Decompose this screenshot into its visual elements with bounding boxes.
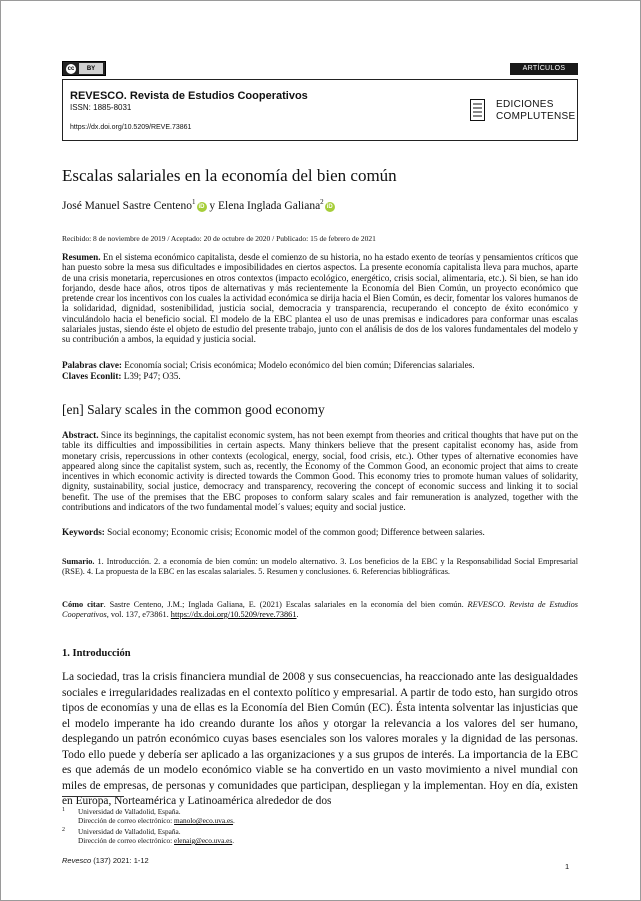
econlit-label: Claves Econlit: <box>62 371 122 381</box>
english-title <box>62 402 325 418</box>
page-footer <box>62 856 149 865</box>
footnote-number: 1 <box>62 807 65 813</box>
summary-text: 1. Introducción. 2. a economía de bien común: un modelo alternativo. 3. Los beneficios de la EBC y la Responsabilidad Social Empresarial (RSE). 4. La propuesta de la EBC en las escalas salariales. 5. Resumen y conclusiones. 6. Referencias bibliográficas. <box>62 557 578 576</box>
footnote-email-label: Dirección de correo electrónico: <box>78 816 175 825</box>
cc-by-label: BY <box>79 63 103 74</box>
footnote-end: . <box>232 836 235 845</box>
citation-journal: REVESCO. Revista de Estudios Cooperativos <box>62 600 578 619</box>
author-1-sup: 1 <box>192 198 196 206</box>
keywords-es-text: Economía social; Crisis económica; Modelo económico del bien común; Diferencias salariales. <box>124 360 475 370</box>
abstract-en-label: Abstract. <box>62 430 99 440</box>
section-heading-introduction: 1. Introducción <box>62 648 131 659</box>
citation-end: . <box>296 610 299 619</box>
summary <box>62 557 578 577</box>
orcid-icon[interactable]: iD <box>198 203 205 210</box>
publisher-line-1: EDICIONES <box>496 99 554 110</box>
abstract-en <box>62 430 578 512</box>
footnote-email-link[interactable]: manolo@eco.uva.es <box>174 816 234 825</box>
footnote <box>62 827 578 845</box>
page-number: 1 <box>565 862 570 871</box>
footer-journal: Revesco <box>62 856 92 865</box>
keywords-es-label: Palabras clave: <box>62 360 122 370</box>
author-2-sup: 2 <box>320 198 324 206</box>
cc-icon: cc <box>67 65 75 72</box>
citation-doi-link[interactable]: https://dx.doi.org/10.5209/reve.73861 <box>170 610 297 619</box>
english-title-text: Salary scales in the common good economy <box>87 402 325 417</box>
keywords-en <box>62 527 578 537</box>
article-title: Escalas salariales en la economía del bien común <box>62 166 397 185</box>
citation <box>62 600 578 620</box>
journal-doi[interactable]: https://dx.doi.org/10.5209/REVE.73861 <box>70 124 192 131</box>
abstract-es-label: Resumen. <box>62 252 101 262</box>
citation-text: . Sastre Centeno, J.M.; Inglada Galiana, E. (2021) Escalas salariales en la economía del bien común. <box>103 600 468 609</box>
authors-line <box>62 198 335 212</box>
footnote-number: 2 <box>62 827 65 833</box>
author-connector: y <box>206 199 218 212</box>
author-2: Elena Inglada Galiana <box>218 199 321 212</box>
footnote-divider <box>62 796 124 797</box>
footnote-affiliation: Universidad de Valladolid, España. <box>78 827 181 836</box>
english-title-prefix: [en] <box>62 402 84 417</box>
abstract-en-text: Since its beginnings, the capitalist economic system, has not been exempt from theories and critical thoughts that have put on the table its difficulties and impossibilities in certain aspects. Many thinkers believe that the present capitalist economy has, aside from monetary crisis, repercussions in other contexts (ecological, energy, social, food crisis, etc.). Other types of alternative economies have appeared along since the capitalist system, such as, recently, the Economy of the Common Good, an economic project that aims to create incentives in which economic activity is directed towards the Common Good. This economy tries to promote human values of solidarity, dignity, sustainability, social justice, democracy and transparency, recovering the concept of economic success and linking it to social benefit. The use of the premises that the EBC proposes to conform salary scales and fair remuneration is analyzed, together with the contributions and indicators of the two fundamental model´s values; equity and social justice. <box>62 430 578 513</box>
publisher-name <box>496 99 575 123</box>
footnote-affiliation: Universidad de Valladolid, España. <box>78 807 181 816</box>
abstract-es-text: En el sistema económico capitalista, desde el comienzo de su historia, no ha estado exento de teorías y pensamientos críticos que han puesto sobre la mesa sus dificultades e imposibilidades en ciertos aspectos. La presente economía capitalista lleva para muchos, aparte de una crisis monetaria, repercusiones en otros contextos (impacto ecológico, energético, crisis social, alimentaria, etc.). Si bien, se han ido forjando, desde hace años, otros tipos de alternativas y más recientemente la Economía del Bien Común, un proyecto económico que pretende crear los incentivos con los cuales la actividad económica se dirija hacia el Bien Común, es decir, fomentar los valores humanos de la solidaridad, dignidad, sostenibilidad, justicia social, democracia y transparencia, recuperando el concepto de éxito económico y vinculándolo hacia el beneficio social. El modelo de la EBC plantea el uso de unas premisas e indicadores para conformar unas escalas salariales justas, siendo éste el objeto de estudio del presente trabajo, junto con el análisis de dos de los valores fundamentales del modelo y su contribución a ambos, la equidad y justicia social. <box>62 252 579 345</box>
orcid-icon[interactable]: iD <box>326 203 333 210</box>
footnote <box>62 807 578 825</box>
journal-issn: ISSN: 1885-8031 <box>70 103 132 112</box>
journal-title: REVESCO. Revista de Estudios Cooperativos <box>70 90 308 102</box>
abstract-es <box>62 252 578 345</box>
introduction-text: La sociedad, tras la crisis financiera mundial de 2008 y sus consecuencias, ha reaccionado ante las desigualdades sociales e irregularidades realizadas en el contexto político y empresarial. A partir de todo esto, han surgido otros tipos de economías y una de ellas es la Economía del Bien Común (EC). Ésta intenta solventar las injusticias que el modelo imperante ha ido creando durante los años y otorgar la relevancia a los valores del ser humano, desplegando un patrón económico cuyas bases esenciales son los valores morales y la dignidad de las personas. Todo ello puede y debería ser aplicado a las organizaciones y a sus grupos de interés. La importancia de la EBC es que además de un modelo económico viable se ha convertido en un vasto movimiento a nivel mundial con miles de empresas, de personas y comunidades que participan, despliegan y la implementan. Hoy en día, existen en Europa, Norteamérica y Latinoamérica alrededor de dos <box>62 671 578 807</box>
footnote-end: . <box>233 816 235 825</box>
keywords-en-text: Social economy; Economic crisis; Economic model of the common good; Difference between salaries. <box>107 527 485 537</box>
ediciones-complutense-logo-icon <box>470 99 485 121</box>
author-1: José Manuel Sastre Centeno <box>62 199 192 212</box>
publisher-line-2: COMPLUTENSE <box>496 111 576 122</box>
citation-label: Cómo citar <box>62 600 104 609</box>
footnote-email-link[interactable]: elenaig@eco.uva.es <box>174 836 233 845</box>
summary-label: Sumario. <box>62 557 95 566</box>
footnote-email-line <box>78 816 578 825</box>
section-tag: ARTÍCULOS <box>510 63 578 75</box>
footnote-email-label: Dirección de correo electrónico: <box>78 836 175 845</box>
econlit-codes <box>62 371 578 381</box>
cc-license-badge[interactable] <box>62 61 106 76</box>
footnote-email-line <box>78 836 578 845</box>
publication-dates: Recibido: 8 de noviembre de 2019 / Aceptado: 20 de octubre de 2020 / Publicado: 15 de febrero de 2021 <box>62 234 376 243</box>
econlit-text: L39; P47; O35. <box>123 371 181 381</box>
keywords-en-label: Keywords: <box>62 527 105 537</box>
citation-volume: , vol. 137, e73861. <box>106 610 171 619</box>
footer-issue: (137) 2021: 1-12 <box>91 856 149 865</box>
keywords-es <box>62 360 578 370</box>
